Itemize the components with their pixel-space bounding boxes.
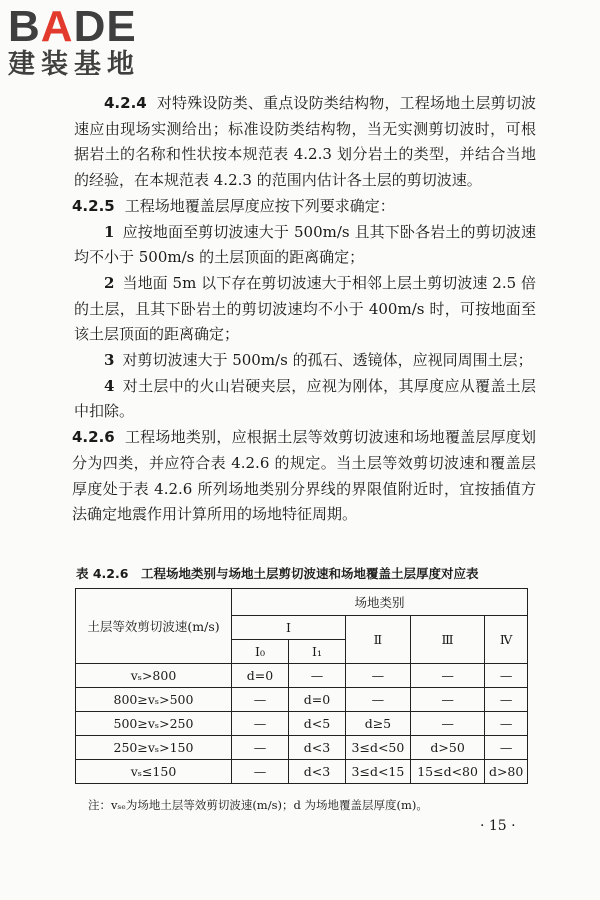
list-item: 2 当地面 5m 以下存在剪切波速大于相邻上层土剪切波速 2.5 倍的土层，且其下卧岩土的剪切波速均不小于 400m/s 时，可按地面至该土层顶面的距离确定； xyxy=(74,273,536,344)
table-cell: 3≤d<50 xyxy=(346,736,411,760)
clause-4-2-6: 4.2.6 工程场地类别，应根据土层等效剪切波速和场地覆盖层厚度划分为四类，并应符合表 4.2.6 的规定。当土层等效剪切波速和覆盖层厚度处于表 4.2.6 所列场地类别分界线的界限值附近时，宜按插值方法确定地震作用计算所用的场地特征周期。 xyxy=(72,428,536,524)
logo-wordmark: BADE xyxy=(8,2,137,51)
table-cell: — xyxy=(410,688,484,712)
table-cell: 3≤d<15 xyxy=(346,760,411,784)
table-cell: d<3 xyxy=(289,736,346,760)
table-cell: — xyxy=(485,712,528,736)
list-item: 3 对剪切波速大于 500m/s 的孤石、透镜体，应视同周围土层； xyxy=(104,351,533,370)
logo-accent-letter: A xyxy=(40,2,74,51)
site-logo xyxy=(8,4,140,80)
class-I0-header: Ⅰ₀ xyxy=(232,640,289,664)
table-cell: — xyxy=(485,688,528,712)
group-header: 场地类别 xyxy=(232,589,528,616)
table-cell: — xyxy=(410,664,484,688)
table-cell: — xyxy=(232,760,289,784)
site-class-table xyxy=(75,588,528,784)
table-note: 注：vₛₑ为场地土层等效剪切波速(m/s)；d 为场地覆盖层厚度(m)。 xyxy=(88,798,428,812)
table-cell: — xyxy=(232,736,289,760)
table-cell: 15≤d<80 xyxy=(410,760,484,784)
table-cell: d=0 xyxy=(289,688,346,712)
logo-subtitle: 建装基地 xyxy=(8,49,140,80)
body-text xyxy=(74,91,536,528)
clause-4-2-5: 4.2.5 工程场地覆盖层厚度应按下列要求确定： xyxy=(72,196,395,215)
table-row xyxy=(76,688,528,712)
table-cell: d=0 xyxy=(232,664,289,688)
table-title: 表 4.2.6 工程场地类别与场地土层剪切波速和场地覆盖土层厚度对应表 xyxy=(76,566,479,581)
table-cell: 250≥vₛ>150 xyxy=(76,736,232,760)
table-cell: — xyxy=(485,736,528,760)
table-cell: — xyxy=(346,688,411,712)
table-cell: — xyxy=(289,664,346,688)
table-cell: d>80 xyxy=(485,760,528,784)
table-cell: d<3 xyxy=(289,760,346,784)
table-cell: d<5 xyxy=(289,712,346,736)
page-number: · 15 · xyxy=(480,818,516,834)
table-cell: vₛ≤150 xyxy=(76,760,232,784)
table-cell: — xyxy=(232,712,289,736)
row-header: 土层等效剪切波速(m/s) xyxy=(76,589,232,664)
class-IV-header: Ⅳ xyxy=(485,616,528,664)
list-item: 4 对土层中的火山岩硬夹层，应视为刚体，其厚度应从覆盖土层中扣除。 xyxy=(74,376,536,421)
table-cell: — xyxy=(485,664,528,688)
table-cell: d≥5 xyxy=(346,712,411,736)
clause-4-2-4: 4.2.4 对特殊设防类、重点设防类结构物，工程场地土层剪切波速应由现场实测给出；标准设防类结构物，当无实测剪切波时，可根据岩土的名称和性状按本规范表 4.2.3 划分岩土的类型，并结合当地的经验，在本规范表 4.2.3 的范围内估计各土层的剪切波速。 xyxy=(74,94,536,190)
table-cell: 500≥vₛ>250 xyxy=(76,712,232,736)
table-row xyxy=(76,664,528,688)
class-II-header: Ⅱ xyxy=(346,616,411,664)
class-III-header: Ⅲ xyxy=(410,616,484,664)
table-row xyxy=(76,736,528,760)
table-cell: — xyxy=(410,712,484,736)
list-item: 1 应按地面至剪切波速大于 500m/s 且其下卧各岩土的剪切波速均不小于 500m/s 的土层顶面的距离确定； xyxy=(74,222,536,267)
table-cell: — xyxy=(346,664,411,688)
table-row xyxy=(76,712,528,736)
table-cell: vₛ>800 xyxy=(76,664,232,688)
class-I-header: Ⅰ xyxy=(232,616,346,640)
table-cell: 800≥vₛ>500 xyxy=(76,688,232,712)
table-cell: — xyxy=(232,688,289,712)
table-cell: d>50 xyxy=(410,736,484,760)
table-row xyxy=(76,760,528,784)
class-I1-header: Ⅰ₁ xyxy=(289,640,346,664)
